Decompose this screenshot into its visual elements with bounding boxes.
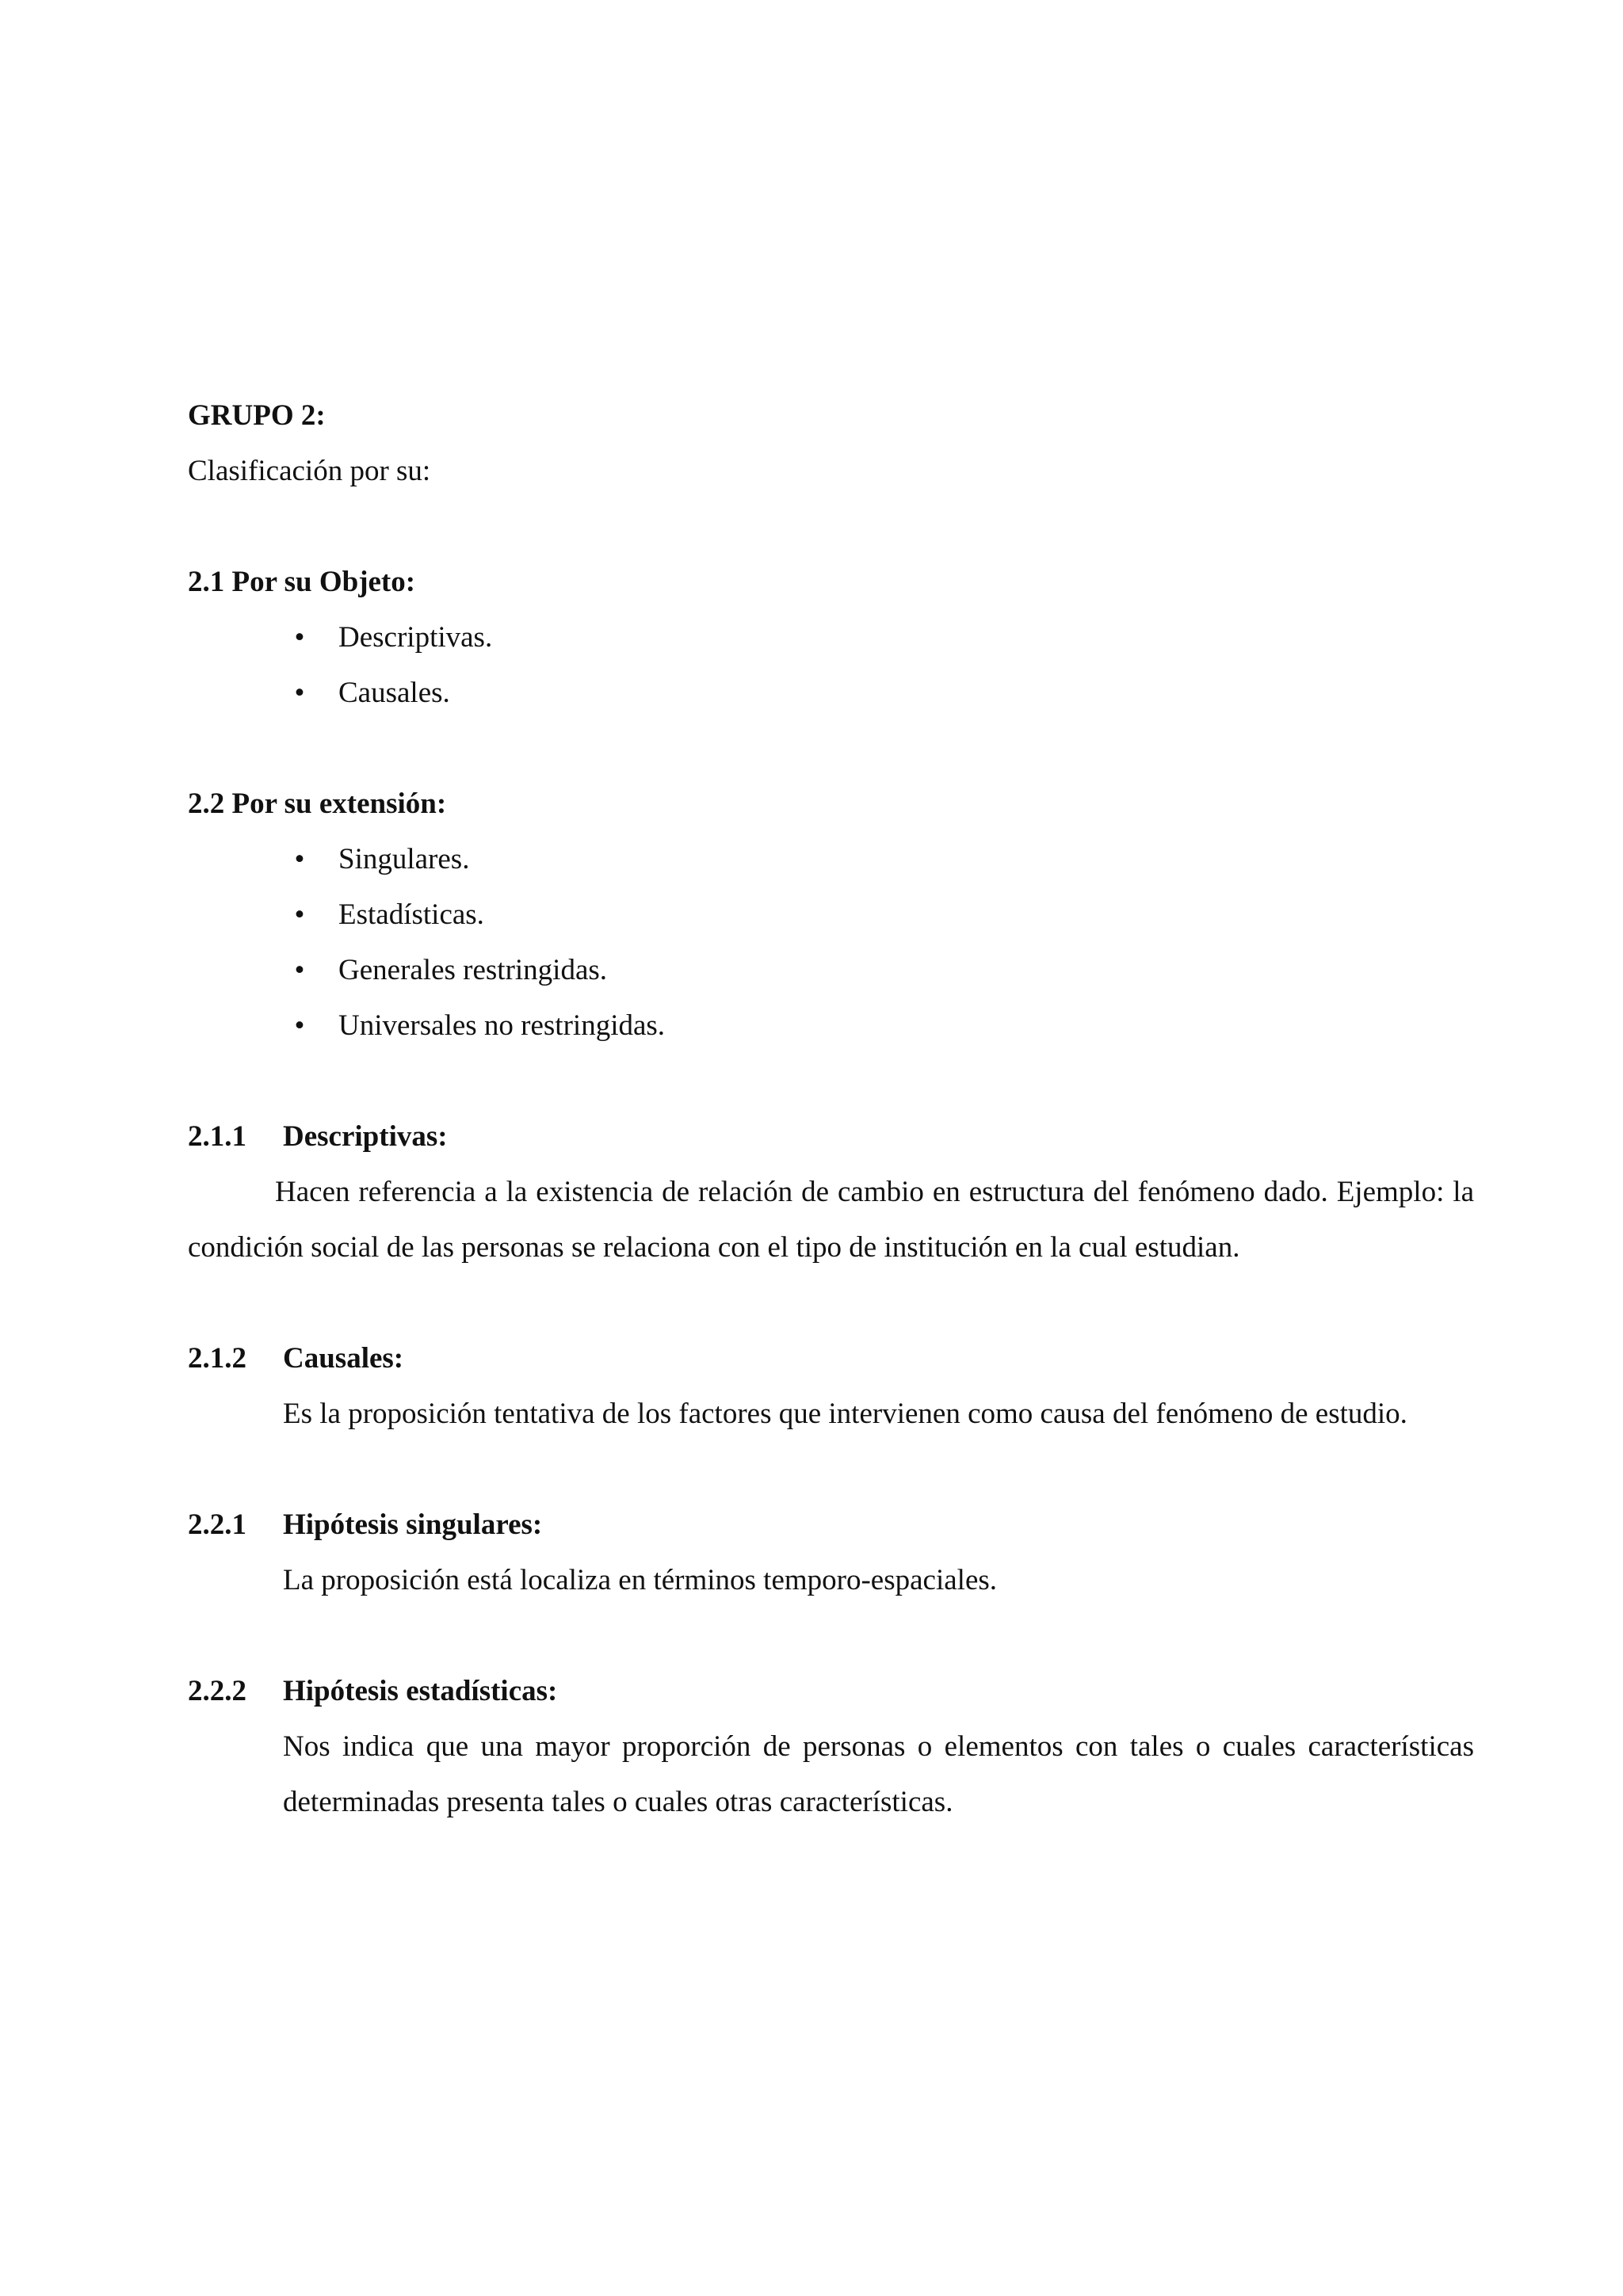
subsection-title: Hipótesis estadísticas:	[283, 1675, 558, 1707]
bullet-icon: •	[294, 843, 305, 875]
spacer	[188, 721, 1474, 776]
group-title: GRUPO 2:	[188, 399, 326, 432]
subsection-estadisticas-body: Nos indica que una mayor proporción de personas o elementos con tales o cuales características determinadas presenta tales o cuales otras características.	[283, 1730, 1474, 1818]
subsection-title: Hipótesis singulares:	[283, 1508, 543, 1541]
document-content	[188, 388, 1474, 1830]
subsection-title: Causales:	[283, 1342, 404, 1375]
subsection-number: 2.1.2	[188, 1342, 246, 1375]
classification-intro: Clasificación por su:	[188, 455, 431, 487]
list-item-label: Descriptivas.	[338, 621, 493, 654]
bullet-icon: •	[294, 898, 305, 931]
objeto-list	[188, 610, 1474, 721]
bullet-icon: •	[294, 1009, 305, 1042]
subsection-number: 2.2.2	[188, 1675, 246, 1707]
subsection-estadisticas-heading	[188, 1664, 1474, 1719]
subsection-descriptivas-body: Hacen referencia a la existencia de relación de cambio en estructura del fenómeno dado. Ejemplo: la condición social de las personas se relaciona con el tipo de institución en la cual estudian.	[188, 1176, 1474, 1264]
list-item	[188, 832, 1474, 887]
list-item	[188, 887, 1474, 943]
list-item-label: Estadísticas.	[338, 898, 484, 931]
list-item-label: Causales.	[338, 677, 450, 709]
section-extension-heading: 2.2 Por su extensión:	[188, 788, 447, 820]
subsection-descriptivas-heading	[188, 1109, 1474, 1165]
list-item-label: Universales no restringidas.	[338, 1009, 666, 1042]
bullet-icon: •	[294, 954, 305, 986]
subsection-causales-body: Es la proposición tentativa de los factores que intervienen como causa del fenómeno de estudio.	[283, 1398, 1407, 1430]
bullet-icon: •	[294, 677, 305, 709]
subsection-causales-heading	[188, 1331, 1474, 1386]
spacer	[188, 1608, 1474, 1664]
list-item-label: Generales restringidas.	[338, 954, 608, 986]
spacer	[188, 1276, 1474, 1331]
spacer	[188, 1054, 1474, 1109]
subsection-number: 2.2.1	[188, 1508, 246, 1541]
list-item	[188, 610, 1474, 666]
spacer	[188, 499, 1474, 555]
subsection-number: 2.1.1	[188, 1120, 246, 1153]
subsection-singulares-body: La proposición está localiza en términos temporo-espaciales.	[283, 1564, 998, 1596]
section-objeto-heading: 2.1 Por su Objeto:	[188, 566, 416, 598]
list-item	[188, 943, 1474, 998]
list-item	[188, 998, 1474, 1054]
spacer	[188, 1442, 1474, 1497]
list-item	[188, 666, 1474, 721]
extension-list	[188, 832, 1474, 1054]
bullet-icon: •	[294, 621, 305, 654]
subsection-singulares-heading	[188, 1497, 1474, 1553]
subsection-title: Descriptivas:	[283, 1120, 448, 1153]
list-item-label: Singulares.	[338, 843, 470, 875]
